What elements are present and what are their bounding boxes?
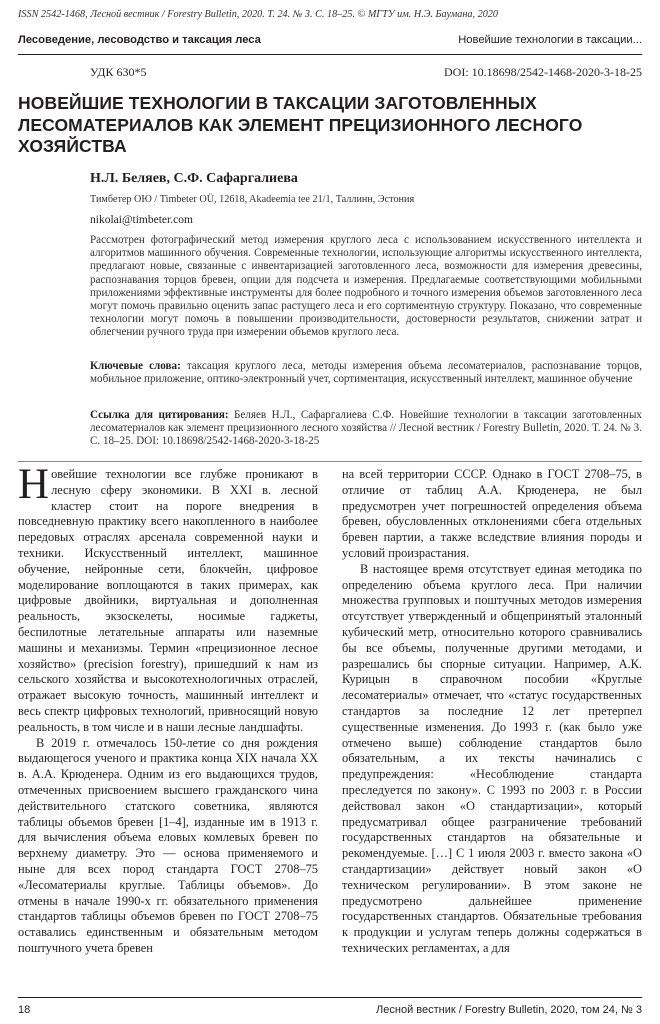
journal-name: Лесной вестник / Forestry Bulletin, 2020, том 24, № 3 — [376, 1004, 642, 1016]
keywords-label: Ключевые слова: — [90, 360, 181, 372]
drop-cap: Н — [18, 461, 50, 508]
udc-code: УДК 630*5 — [90, 65, 147, 79]
header-divider — [18, 54, 642, 55]
article-title: НОВЕЙШИЕ ТЕХНОЛОГИИ В ТАКСАЦИИ ЗАГОТОВЛЕННЫХ ЛЕСОМАТЕРИАЛОВ КАК ЭЛЕМЕНТ ПРЕЦИЗИОННОГО ЛЕСНОГО ХОЗЯЙСТВА — [18, 93, 583, 156]
abstract: Рассмотрен фотографический метод измерения круглого леса с использованием искусственного интеллекта и алгоритмов машинного обучения. Современные технологии, использующие алгоритмы искусственного интеллекта, предлагают новые, связанные с инвентаризацией заготовленного леса, возможности для измерения древесины, распознавания торцов бревен, опции для подсчета и измерения. Предлагаемые соответствующими мобильными приложениями эффективные инструменты для более подробного и точного измерения объемов заготовленного леса могут помочь правильно оценить запас растущего леса и его сортиментную структуру. Показано, что современные технологии могут помочь в повышении производительности, достоверности результатов, снижении затрат и облегчении ручного труда при измерении объемов круглого леса. — [90, 234, 642, 339]
body-paragraph: на всей территории СССР. Однако в ГОСТ 2708–75, в отличие от таблиц А.А. Крюденера, не был предусмотрен учет погрешностей определения объема бревен, обусловленных отклонениями сбега отдельных бревен партии, а также вследствие влияния породы и условий произрастания. — [342, 467, 642, 560]
issn-line: ISSN 2542-1468, Лесной вестник / Forestry Bulletin, 2020. Т. 24. № 3. С. 18–25. © МГТУ им. Н.Э. Баумана, 2020 — [18, 9, 498, 20]
affiliation: Тимбетер ОЮ / Timbeter OÜ, 12618, Akadeemia tee 21/1, Таллинн, Эстония — [90, 194, 415, 205]
body-paragraph: В 2019 г. отмечалось 150-летие со дня рождения выдающегося ученого и практика конца XIX начала XX в. А.А. Крюденера. Одним из его выдающихся трудов, отмеченных присвоением высшего гражданского чина действительного статского советника, являются таблицы объемов бревен [1–4], изданные им в 1913 г. для вычисления объема еловых комлевых бревен по верхнему диаметру. Это — основа применяемого и ныне для всех пород стандарта ГОСТ 2708–75 «Лесоматериалы круглые. Таблицы объемов». До отмены в начале 1990-х гг. обязательного применения стандартов таблицы объемов бревен по ГОСТ 2708–75 оставались единственным и обязательным методом поштучного учета бревен — [18, 735, 318, 955]
body-paragraph: В настоящее время отсутствует единая методика по определению объема круглого леса. При наличии множества групповых и поштучных методов измерения отсутствует утвержденный и общепринятый эталонный кубический метр, относительно которого сравнивались бы все объемы, полученные другими методами, и разрешались бы спорные ситуации. Например, А.К. Курицын в справочном пособии «Круглые лесоматериалы» отмечает, что «статус государственных стандартов за последние 12 лет претерпел существенные изменения. До 1993 г. (как было уже отмечено выше) соблюдение стандартов было обязательным, а их тексты начинались с предупреждения: «Несоблюдение стандарта преследуется по закону». С 1993 по 2003 г. в России действовал закон «О стандартизации», который предусматривал общее разграничение требований государственных стандартов на обязательные и рекомендуемые. […] С 1 июля 2003 г. вместо закона «О стандартизации» действует новый закон «О техническом регулировании». В этом законе не предусмотрено дальнейшее применение государственных стандартов. Обязательные требования к продукции и услугам теперь должны содержаться в технических регламентах, а для — [342, 561, 642, 955]
body-divider — [18, 461, 642, 462]
author-email[interactable]: nikolai@timbeter.com — [90, 214, 193, 226]
keywords — [90, 360, 642, 386]
paragraph-text: овейшие технологии все глубже проникают в лесную сферу экономики. В XXI в. лесной кластер стоит на пороге внедрения в повседневную практику всего накопленного в наиболее передовых отраслях арсенала современной науки и техники. Искусственный интеллект, машинное обучение, нейронные сети, блокчейн, цифровое моделирование воплощаются в таких примерах, как цифровые двойники, виртуальная и дополненная реальность, экзоскелеты, носимые гаджеты, беспилотные летательные аппараты или наземные машины и механизмы. Термин «прецизионное лесное хозяйство» (precision forestry), пришедший к нам из сельского хозяйства и высокотехнологичных отраслей, отражает высокую точность, машинный интеллект и весь спектр цифровых технологий, привносящий новую реальность, в том числе и в наши лесные ландшафты. — [18, 467, 318, 734]
body-column-left — [18, 461, 318, 957]
citation-text: Беляев Н.Л., Сафаргалиева С.Ф. Новейшие технологии в таксации заготовленных лесоматериалов как элемент прецизионного лесного хозяйства // Лесной вестник / Forestry Bulletin, 2020. Т. 24. № 3. С. 18–25. DOI: 10.18698/2542-1468-2020-3-18-25 — [90, 409, 642, 448]
doi: DOI: 10.18698/2542-1468-2020-3-18-25 — [444, 65, 642, 79]
keywords-text: таксация круглого леса, методы измерения объема лесоматериалов, распознавание торцов, мобильное приложение, оптико-электронный учет, сортиментация, искусственный интеллект, машинное обучение — [90, 360, 642, 386]
page-number: 18 — [18, 1004, 31, 1016]
page-footer — [18, 1004, 642, 1016]
citation-label: Ссылка для цитирования: — [90, 409, 229, 421]
footer-divider — [18, 997, 642, 998]
authors: Н.Л. Беляев, С.Ф. Сафаргалиева — [90, 171, 298, 186]
section-name: Лесоведение, лесоводство и таксация леса — [18, 34, 261, 46]
body-paragraph — [18, 461, 318, 736]
body-column-right — [342, 467, 642, 957]
running-head — [18, 34, 642, 46]
running-title: Новейшие технологии в таксации... — [458, 34, 642, 46]
citation — [90, 409, 642, 449]
article-meta — [90, 65, 642, 80]
